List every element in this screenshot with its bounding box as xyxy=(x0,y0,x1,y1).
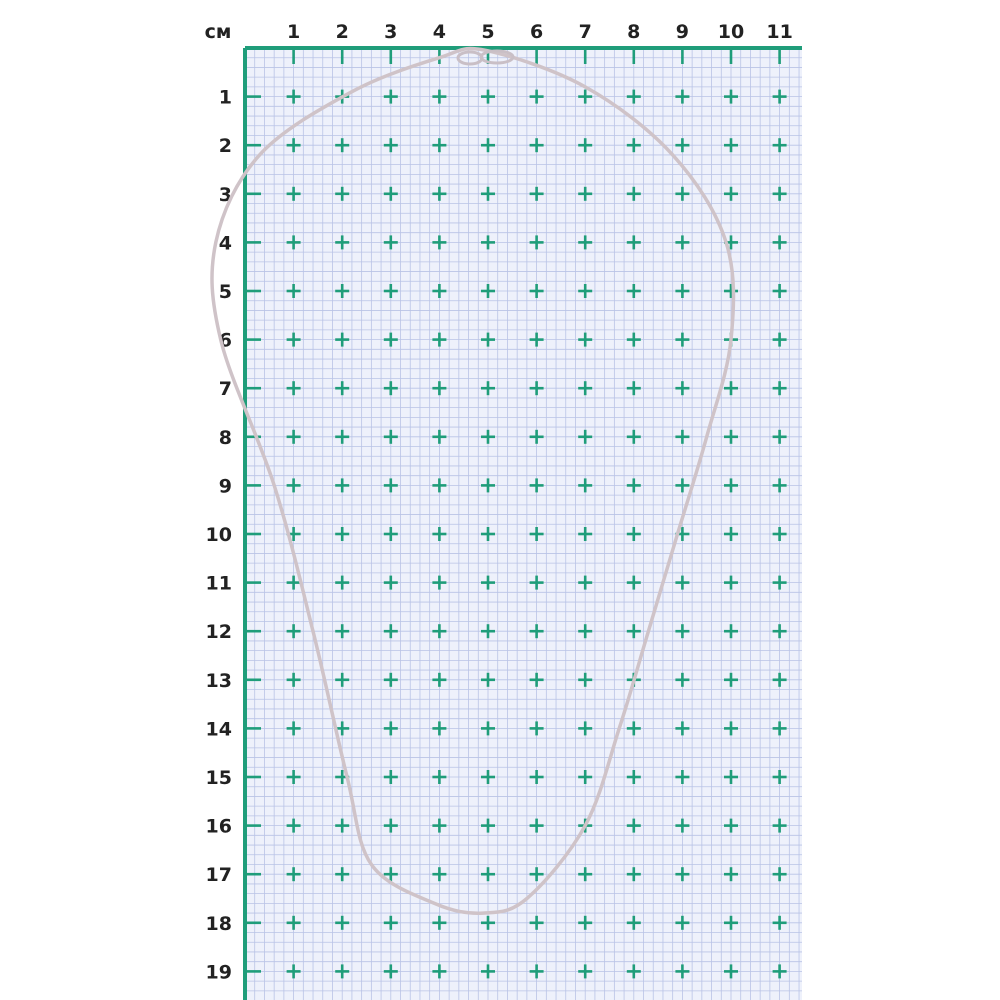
y-axis-label: 17 xyxy=(205,864,232,887)
y-axis-label: 10 xyxy=(205,524,232,546)
y-axis-label: 7 xyxy=(218,378,232,401)
x-axis-label: 5 xyxy=(481,21,495,43)
x-axis-label: 4 xyxy=(432,21,447,43)
y-axis-label: 12 xyxy=(205,621,232,644)
y-axis-label: 6 xyxy=(218,329,232,352)
y-axis-label: 9 xyxy=(218,475,232,498)
y-axis-label: 19 xyxy=(205,961,232,984)
y-axis-label: 16 xyxy=(205,815,232,838)
x-axis-label: 7 xyxy=(578,21,592,43)
x-axis-label: 10 xyxy=(717,21,745,43)
y-axis-label: 14 xyxy=(205,718,232,741)
x-axis-label: 3 xyxy=(384,21,398,43)
y-axis-label: 1 xyxy=(218,86,232,109)
y-axis-label: 11 xyxy=(205,572,232,595)
x-axis-label: 9 xyxy=(675,21,690,43)
y-axis-label: 18 xyxy=(205,912,232,935)
y-axis-label: 15 xyxy=(205,767,232,789)
y-axis-label: 5 xyxy=(218,281,232,303)
x-axis-label: 1 xyxy=(286,21,301,43)
x-axis-label: 8 xyxy=(627,21,641,43)
y-axis-label: 8 xyxy=(218,426,232,449)
y-axis-label: 13 xyxy=(205,669,232,692)
y-axis-label: 3 xyxy=(218,183,232,206)
y-axis-label: 4 xyxy=(218,232,232,255)
x-axis-label: 6 xyxy=(529,21,544,43)
y-axis-label: 2 xyxy=(218,135,232,158)
x-axis-label: 2 xyxy=(335,21,349,43)
x-axis-label: 11 xyxy=(766,21,793,43)
unit-label: см xyxy=(204,21,232,43)
